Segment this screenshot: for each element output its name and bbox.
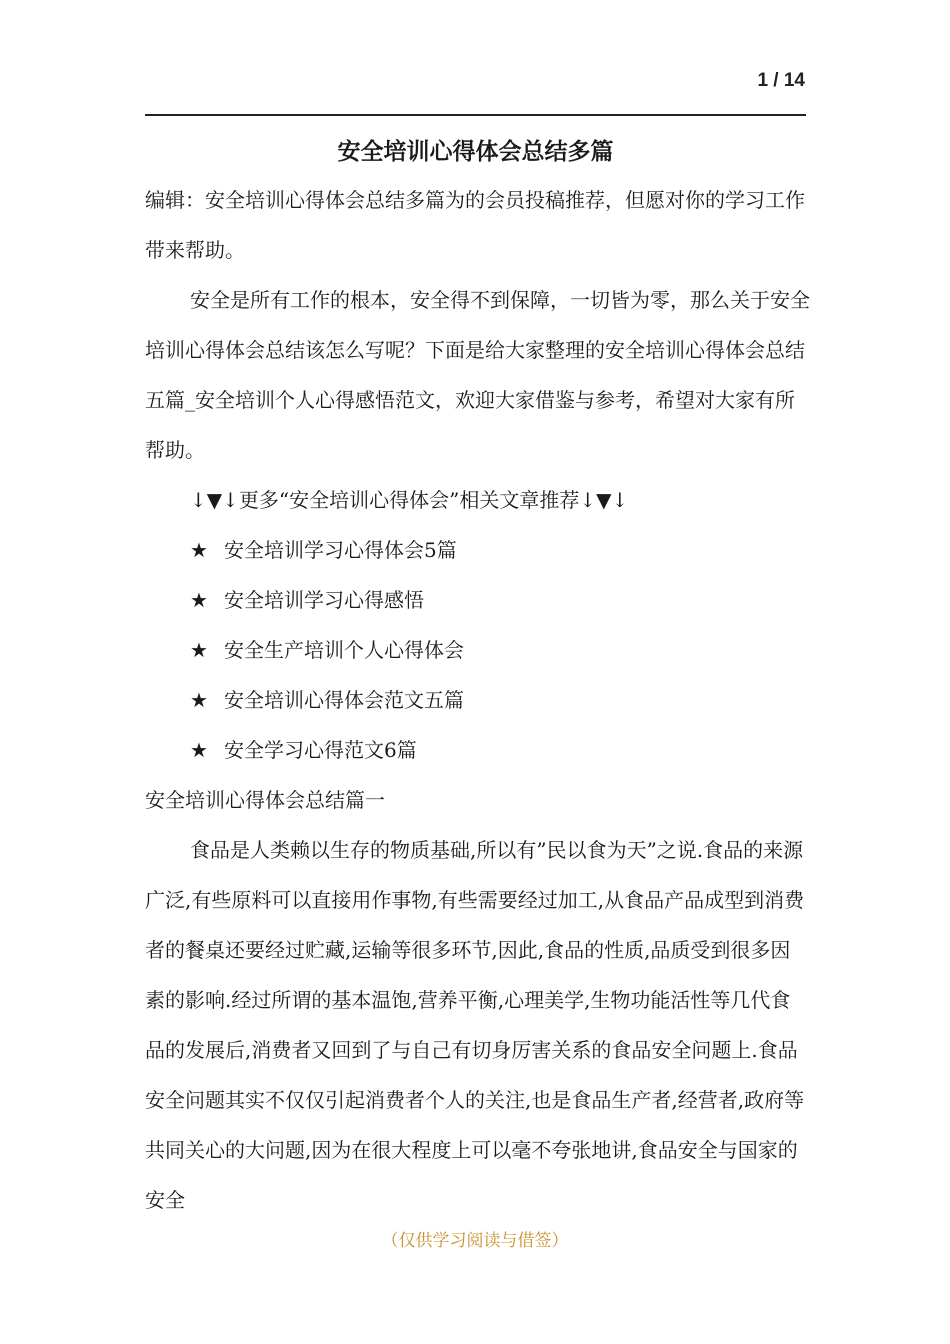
footer-note: （仅供学习阅读与借签） <box>381 1231 569 1251</box>
recommendation-item[interactable] <box>145 675 810 725</box>
recommendation-item[interactable] <box>145 625 810 675</box>
star-icon: ★ <box>190 588 208 612</box>
header-rule <box>145 114 806 116</box>
recommendation-link[interactable]: 安全学习心得范文6篇 <box>224 738 417 762</box>
star-icon: ★ <box>190 538 208 562</box>
recommendation-item[interactable] <box>145 525 810 575</box>
star-icon: ★ <box>190 688 208 712</box>
recommendation-list <box>145 525 810 775</box>
star-icon: ★ <box>190 738 208 762</box>
intro-paragraph: 安全是所有工作的根本，安全得不到保障，一切皆为零，那么关于安全培训心得体会总结该怎么写呢？下面是给大家整理的安全培训心得体会总结五篇_安全培训个人心得感悟范文，欢迎大家借鉴与参考，希望对大家有所帮助。 <box>145 288 810 462</box>
recommendation-heading: ↓▼↓更多“安全培训心得体会”相关文章推荐↓▼↓ <box>190 488 629 512</box>
recommendation-link[interactable]: 安全培训学习心得感悟 <box>224 588 424 612</box>
recommendation-link[interactable]: 安全生产培训个人心得体会 <box>224 638 464 662</box>
section-title: 安全培训心得体会总结篇一 <box>145 788 385 812</box>
document-title: 安全培训心得体会总结多篇 <box>337 139 614 165</box>
editor-note: 编辑：安全培训心得体会总结多篇为的会员投稿推荐，但愿对你的学习工作带来帮助。 <box>145 188 805 262</box>
recommendation-link[interactable]: 安全培训学习心得体会5篇 <box>224 538 457 562</box>
recommendation-item[interactable] <box>145 575 810 625</box>
recommendation-link[interactable]: 安全培训心得体会范文五篇 <box>224 688 464 712</box>
page-number: 1 / 14 <box>757 70 805 91</box>
document-body <box>145 175 810 1225</box>
recommendation-item[interactable] <box>145 725 810 775</box>
star-icon: ★ <box>190 638 208 662</box>
body-paragraph: 食品是人类赖以生存的物质基础,所以有”民以食为天”之说.食品的来源广泛,有些原料可以直接用作事物,有些需要经过加工,从食品产品成型到消费者的餐桌还要经过贮藏,运输等很多环节,因此,食品的性质,品质受到很多因素的影响.经过所谓的基本温饱,营养平衡,心理美学,生物功能活性等几代食品的发展后,消费者又回到了与自己有切身厉害关系的食品安全问题上.食品安全问题其实不仅仅引起消费者个人的关注,也是食品生产者,经营者,政府等共同关心的大问题,因为在很大程度上可以毫不夸张地讲,食品安全与国家的安全 <box>145 838 805 1212</box>
